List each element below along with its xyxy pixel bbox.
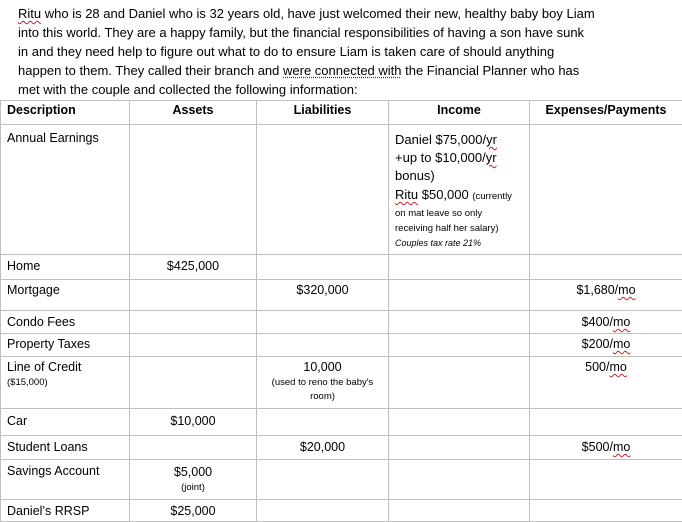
table-row xyxy=(1,280,682,311)
row-assets xyxy=(130,460,257,500)
header-liabilities: Liabilities xyxy=(257,101,389,125)
income-ritu-note-1: (currently xyxy=(472,191,512,202)
table-row xyxy=(1,255,682,280)
row-description: Annual Earnings xyxy=(1,125,130,255)
expense-amount: $1,680/ xyxy=(576,283,618,297)
row-assets xyxy=(130,357,257,409)
row-income xyxy=(389,500,530,522)
income-ritu-note-3: receiving half her salary) xyxy=(395,221,523,236)
grammar-flag: were connected with xyxy=(283,63,402,78)
income-bonus: +up to $10,000/ xyxy=(395,150,486,165)
row-income xyxy=(389,357,530,409)
row-expenses xyxy=(530,334,682,357)
loc-use-note: (used to reno the baby's room) xyxy=(263,376,382,404)
row-liabilities xyxy=(257,357,389,409)
row-liabilities xyxy=(257,460,389,500)
row-expenses xyxy=(530,460,682,500)
table-header-row xyxy=(1,101,682,125)
intro-paragraph xyxy=(18,4,658,99)
table-row xyxy=(1,460,682,500)
expense-unit: mo xyxy=(609,360,626,374)
expense-amount: $200/ xyxy=(582,337,613,351)
intro-line-4 xyxy=(18,61,658,80)
expense-amount: 500/ xyxy=(585,360,609,374)
row-income xyxy=(389,280,530,311)
expense-unit: mo xyxy=(618,283,635,297)
income-bonus-label: bonus) xyxy=(395,167,523,185)
row-description: Condo Fees xyxy=(1,311,130,334)
row-description: Car xyxy=(1,409,130,436)
income-daniel-unit: yr xyxy=(486,132,497,147)
header-description: Description xyxy=(1,101,130,125)
row-income xyxy=(389,409,530,436)
row-assets xyxy=(130,436,257,460)
expense-unit: mo xyxy=(613,440,630,454)
row-expenses xyxy=(530,311,682,334)
row-income xyxy=(389,436,530,460)
row-assets xyxy=(130,125,257,255)
row-description: Student Loans xyxy=(1,436,130,460)
income-cell xyxy=(389,125,530,255)
row-income xyxy=(389,334,530,357)
expense-amount: $400/ xyxy=(582,315,613,329)
row-liabilities xyxy=(257,125,389,255)
intro-line-4-end: the Financial Planner who has xyxy=(402,63,580,78)
intro-line-2: into this world. They are a happy family, but the financial responsibilities of having a son have sunk xyxy=(18,23,658,42)
income-daniel: Daniel $75,000/ xyxy=(395,132,486,147)
row-description xyxy=(1,357,130,409)
table-row xyxy=(1,500,682,522)
header-income: Income xyxy=(389,101,530,125)
row-liabilities xyxy=(257,500,389,522)
row-income xyxy=(389,255,530,280)
table-row xyxy=(1,409,682,436)
intro-line-1 xyxy=(18,4,658,23)
row-assets xyxy=(130,311,257,334)
row-income xyxy=(389,460,530,500)
row-income xyxy=(389,311,530,334)
row-liabilities: $320,000 xyxy=(257,280,389,311)
row-liabilities: $20,000 xyxy=(257,436,389,460)
intro-line-5: met with the couple and collected the following information: xyxy=(18,80,658,99)
income-ritu-amount: $50,000 xyxy=(418,187,472,202)
row-liabilities xyxy=(257,334,389,357)
savings-joint-note: (joint) xyxy=(136,481,250,495)
row-description: Mortgage xyxy=(1,280,130,311)
row-liabilities xyxy=(257,311,389,334)
row-assets: $425,000 xyxy=(130,255,257,280)
table-row xyxy=(1,436,682,460)
loc-limit-note: ($15,000) xyxy=(7,376,123,390)
row-expenses xyxy=(530,255,682,280)
income-ritu-note-2: on mat leave so only xyxy=(395,206,523,221)
row-liabilities xyxy=(257,255,389,280)
intro-line-1-text: who is 28 and Daniel who is 32 years old, have just welcomed their new, healthy baby boy Liam xyxy=(41,6,595,21)
header-assets: Assets xyxy=(130,101,257,125)
row-description: Property Taxes xyxy=(1,334,130,357)
row-description: Home xyxy=(1,255,130,280)
income-ritu-name: Ritu xyxy=(395,187,418,202)
row-description: Daniel’s RRSP xyxy=(1,500,130,522)
row-expenses xyxy=(530,357,682,409)
table-row xyxy=(1,311,682,334)
name-ritu: Ritu xyxy=(18,6,41,21)
tax-rate-note: Couples tax rate 21% xyxy=(395,236,523,250)
table-row xyxy=(1,125,682,255)
intro-line-3: in and they need help to figure out what to do to ensure Liam is taken care of should anything xyxy=(18,42,658,61)
savings-amount: $5,000 xyxy=(174,465,212,479)
header-expenses: Expenses/Payments xyxy=(530,101,682,125)
row-liabilities xyxy=(257,409,389,436)
loc-label: Line of Credit xyxy=(7,360,81,374)
table-row xyxy=(1,357,682,409)
intro-line-4-start: happen to them. They called their branch and xyxy=(18,63,283,78)
row-assets: $10,000 xyxy=(130,409,257,436)
loc-balance: 10,000 xyxy=(303,360,341,374)
expense-unit: mo xyxy=(613,337,630,351)
row-expenses xyxy=(530,280,682,311)
row-assets: $25,000 xyxy=(130,500,257,522)
row-assets xyxy=(130,334,257,357)
financial-table xyxy=(0,100,682,522)
income-bonus-unit: yr xyxy=(486,150,497,165)
row-expenses xyxy=(530,500,682,522)
expense-unit: mo xyxy=(613,315,630,329)
row-expenses xyxy=(530,436,682,460)
row-expenses xyxy=(530,125,682,255)
row-assets xyxy=(130,280,257,311)
row-expenses xyxy=(530,409,682,436)
expense-amount: $500/ xyxy=(582,440,613,454)
table-row xyxy=(1,334,682,357)
row-description: Savings Account xyxy=(1,460,130,500)
